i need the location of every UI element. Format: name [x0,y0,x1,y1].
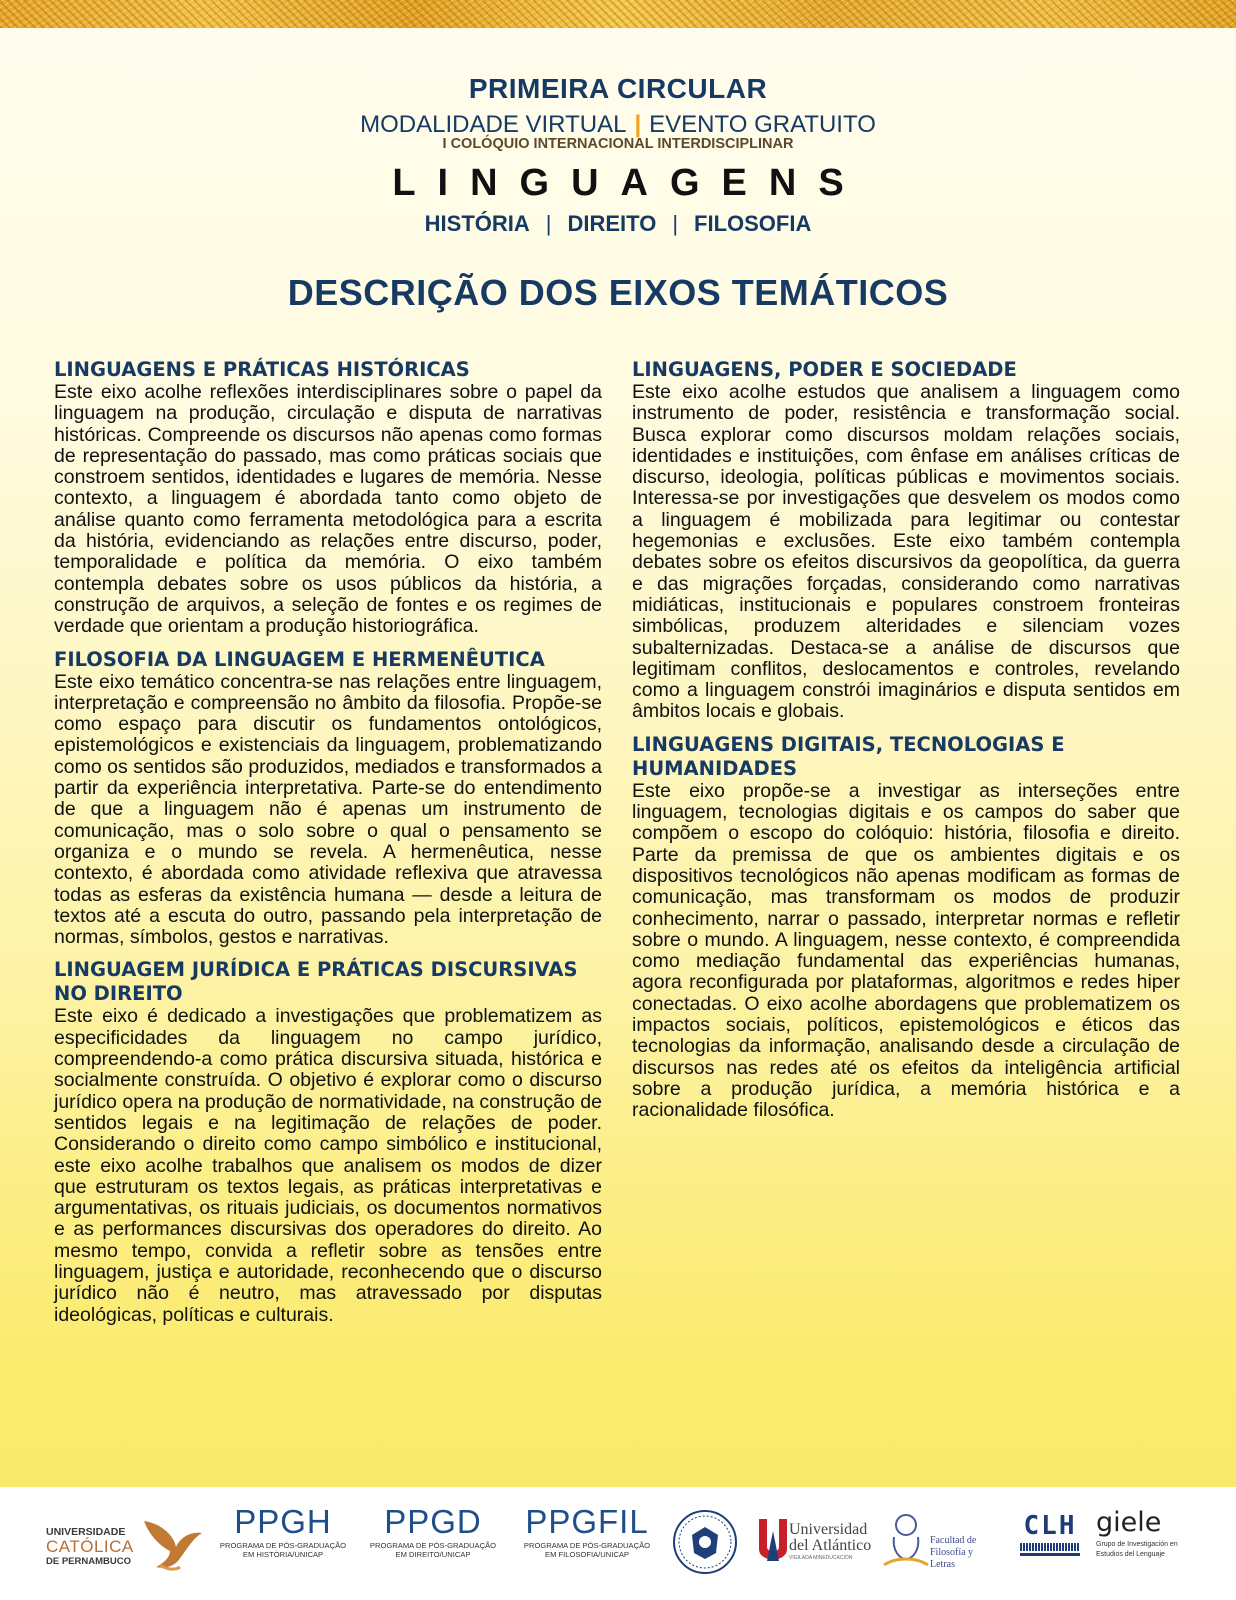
circular-title: PRIMEIRA CIRCULAR [468,73,768,104]
dove-icon [140,1517,206,1573]
giele-line2: Estudios del Lenguaje [1096,1551,1165,1558]
axis-body: Este eixo acolhe reflexões interdisciplinares sobre o papel da linguagem na produção, circulação e disputa de narrativas históricas. Compreende os discursos não apenas como formas de representação do passado, mas como práticas sociais que constroem sentidos, identidades e lugares de memória. Nesse contexto, a linguagem é abordada tanto como objeto de análise quanto como ferramenta metodológica para a escrita da história, evidenciando as relações entre discurso, poder, temporalidade e política da memória. O eixo também contempla debates sobre os usos públicos da história, a construção de arquivos, a seleção de fontes e os regimes de verdade que orientam a produção historiográfica. [54,381,602,638]
atlantico-line2: del Atlántico [789,1537,872,1554]
ppgd-line2: EM DIREITO/UNICAP [395,1550,471,1559]
clh-logo [1020,1511,1080,1571]
giele-line1: Grupo de Investigación en [1096,1541,1178,1548]
ucp-logo [46,1517,206,1573]
ucp-line2: CATÓLICA [46,1537,134,1556]
header [0,72,1236,238]
axis-body: Este eixo propõe-se a investigar as interseções entre linguagem, tecnologias digitais e os campos do saber que compõem o escopo do colóquio: história, filosofia e direito. Parte da premissa de que os ambientes digitais e os dispositivos tecnológicos não apenas modificam as formas de comunicação, mas transformam os modos de produzir conhecimento, narrar o passado, interpretar normas e refletir sobre o mundo. A linguagem, nesse contexto, é compreendida como mediação fundamental das experiências humanas, agora reconfigurada por plataformas, algoritmos e redes hiper conectadas. O eixo acolhe abordagens que problematizem os impactos sociais, políticos, epistemológicos e éticos das tecnologias da informação, analisando desde a circulação de discursos nas redes até os efeitos da inteligência artificial sobre a produção jurídica, a memória histórica e a racionalidade filosófica. [632,779,1180,1122]
axis-heading: FILOSOFIA DA LINGUAGEM E HERMENÊUTICA [54,647,545,671]
right-column [632,358,1180,1132]
ppgh-line2: EM HISTÓRIA/UNICAP [242,1550,324,1559]
philosopher-bust-icon [880,1507,930,1573]
left-column [54,358,602,1336]
axis-body: Este eixo temático concentra-se nas relações entre linguagem, interpretação e compreensão no âmbito da filosofia. Propõe-se como espaço para discutir os fundamentos ontológicos, epistemológicos e existenciais da linguagem, problematizando como os sentidos são produzidos, mediados e transformados a partir da experiência interpretativa. Parte-se do entendimento de que a linguagem não é apenas um instrumento de comunicação, mas o solo sobre o qual o pensamento se organiza e o mundo se revela. A hermenêutica, nesse contexto, é abordada como atividade reflexiva que atravessa todas as esferas da existência humana — desde a leitura de textos até a escuta do outro, passando pela interpretação de normas, símbolos, gestos e narrativas. [54,670,602,949]
atlantico-line3: VIGILADA MINEDUCACIÓN [789,1555,853,1561]
giele-logo [1096,1507,1206,1577]
ffl-line1: Facultad de [930,1535,977,1546]
atlantico-logo [757,1515,872,1565]
areas-line [0,210,1236,238]
axis-heading: LINGUAGENS E PRÁTICAS HISTÓRICAS [54,358,470,381]
event-name: LINGUAGENS [392,162,866,204]
cost-text: EVENTO GRATUITO [649,111,876,138]
ppgd-line1: PROGRAMA DE PÓS-GRADUAÇÃO [369,1541,497,1550]
axis-section [632,358,1180,723]
ffl-logo [880,1507,1000,1577]
sponsors-footer [0,1487,1236,1600]
area-historia: HISTÓRIA [424,211,530,236]
modality-text: MODALIDADE VIRTUAL [360,111,627,138]
ucp-line3: DE PERNAMBUCO [46,1556,131,1567]
axis-body: Este eixo acolhe estudos que analisem a linguagem como instrumento de poder, resistência e transformação social. Busca explorar como discursos moldam relações sociais, identidades e instituições, com ênfase em análises críticas de discurso, ideologia, políticas públicas e movimentos sociais. Interessa-se por investigações que desvelem os modos como a linguagem é mobilizada para legitimar ou contestar hegemonias e exclusões. Este eixo também contempla debates sobre os efeitos discursivos da geopolítica, da guerra e das migrações forçadas, considerando como narrativas midiáticas, institucionais e populares constroem fronteiras simbólicas, produzem alteridades e silenciam vozes subalternizadas. Destaca-se a análise de discursos que legitimam conflitos, deslocamentos e controles, revelando como a linguagem constrói imaginários e disputa sentidos em âmbitos locais e globais. [632,381,1180,723]
giele-name: giele [1096,1507,1162,1538]
area-direito: DIREITO [567,211,657,236]
ffl-line2: Filosofía y Letras [930,1547,974,1570]
coloquio-subtitle: I COLÓQUIO INTERNACIONAL INTERDISCIPLINAR [442,136,794,152]
area-divider: | [545,211,552,236]
ppgh-acronym: PPGH [234,1503,332,1540]
axis-heading: LINGUAGEM JURÍDICA E PRÁTICAS DISCURSIVAS NO DIREITO [54,958,578,1006]
ppgd-acronym: PPGD [384,1503,482,1540]
ffl-text [930,1535,1000,1571]
ucp-line1: UNIVERSIDADE [46,1526,126,1538]
clh-acronym: CLH [1023,1511,1077,1541]
ua-monogram-icon [757,1517,789,1563]
axis-section [54,358,602,638]
decorative-top-band [0,0,1236,28]
axis-section [54,648,602,949]
university-seal-icon [672,1509,738,1575]
axis-body: Este eixo é dedicado a investigações que problematizem as especificidades da linguagem no campo jurídico, compreendendo-a como prática discursiva situada, histórica e socialmente construída. O objetivo é explorar como o discurso jurídico opera na produção de normatividade, na construção de sentidos legais e na legitimação de relações de poder. Considerando o direito como campo simbólico e institucional, este eixo acolhe trabalhos que analisem os modos de dizer que estruturam os textos legais, as práticas interpretativas e argumentativas, os rituais judiciais, os documentos normativos e as performances discursivas dos operadores do direito. Ao mesmo tempo, convida a refletir sobre as tensões entre linguagem, justiça e autoridade, reconhecendo que o discurso jurídico não é neutro, mas atravessado por disputas ideológicas, políticas e culturais. [54,1005,602,1326]
clh-stripes [1020,1543,1080,1551]
clh-rule [1020,1553,1080,1556]
atlantico-line1: Universidad [789,1521,868,1538]
ppgfil-logo [512,1503,662,1559]
ppgfil-line1: PROGRAMA DE PÓS-GRADUAÇÃO [523,1541,651,1550]
axis-heading: LINGUAGENS DIGITAIS, TECNOLOGIAS E HUMANIDADES [632,732,1065,780]
ppgfil-line2: EM FILOSOFIA/UNICAP [545,1550,629,1559]
ppgh-line1: PROGRAMA DE PÓS-GRADUAÇÃO [219,1541,347,1550]
area-filosofia: FILOSOFIA [694,211,812,236]
section-title: DESCRIÇÃO DOS EIXOS TEMÁTICOS [287,272,949,313]
axis-heading: LINGUAGENS, PODER E SOCIEDADE [632,358,1017,381]
ppgh-logo [208,1503,358,1559]
axis-section [54,958,602,1325]
ppgfil-acronym: PPGFIL [525,1503,649,1540]
ppgd-logo [358,1503,508,1559]
axis-section [632,733,1180,1122]
separator: | [634,111,642,138]
area-divider: | [672,211,679,236]
